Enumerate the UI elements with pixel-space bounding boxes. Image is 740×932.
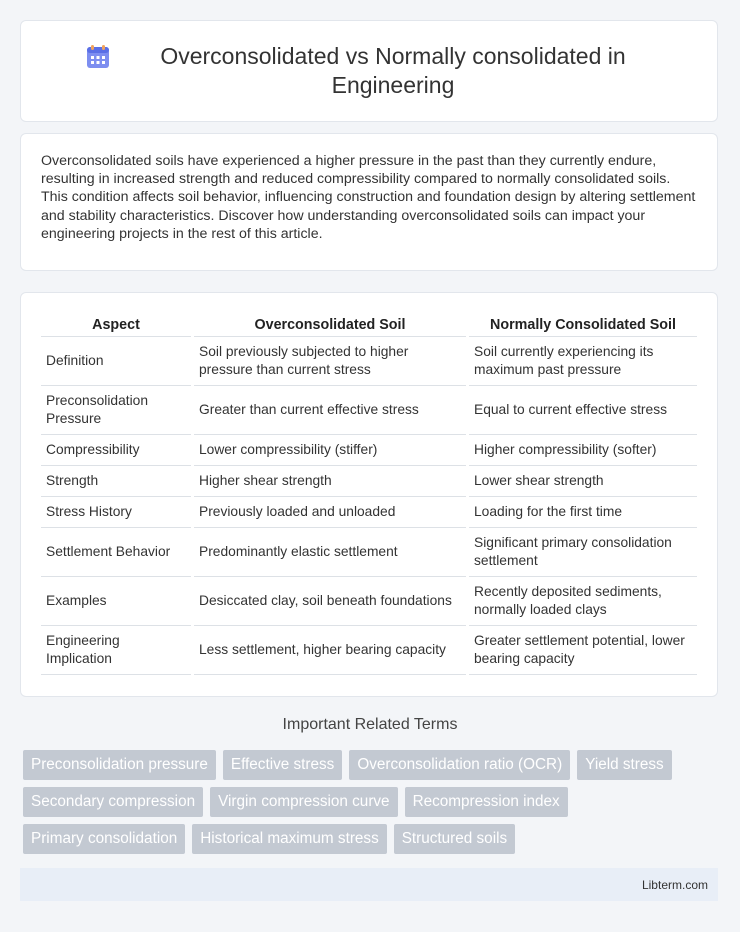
cell-normally-consolidated: Greater settlement potential, lower bearing capacity bbox=[469, 626, 697, 675]
cell-overconsolidated: Desiccated clay, soil beneath foundations bbox=[194, 577, 466, 626]
cell-aspect: Engineering Implication bbox=[41, 626, 191, 675]
cell-overconsolidated: Previously loaded and unloaded bbox=[194, 497, 466, 528]
cell-aspect: Compressibility bbox=[41, 435, 191, 466]
related-term-tag[interactable]: Preconsolidation pressure bbox=[23, 750, 216, 780]
header-card bbox=[20, 20, 718, 122]
related-term-tag[interactable]: Yield stress bbox=[577, 750, 672, 780]
comparison-table-card bbox=[20, 292, 718, 697]
related-term-tag[interactable]: Historical maximum stress bbox=[192, 824, 386, 854]
cell-overconsolidated: Greater than current effective stress bbox=[194, 386, 466, 435]
table-row bbox=[41, 435, 697, 466]
table-header-row bbox=[41, 313, 697, 337]
cell-normally-consolidated: Lower shear strength bbox=[469, 466, 697, 497]
table-row bbox=[41, 577, 697, 626]
related-term-tag[interactable]: Structured soils bbox=[394, 824, 515, 854]
cell-normally-consolidated: Recently deposited sediments, normally loaded clays bbox=[469, 577, 697, 626]
cell-aspect: Definition bbox=[41, 337, 191, 386]
header-overconsolidated: Overconsolidated Soil bbox=[194, 313, 466, 337]
related-term-tag[interactable]: Primary consolidation bbox=[23, 824, 185, 854]
table-row bbox=[41, 386, 697, 435]
related-terms-list bbox=[23, 750, 723, 861]
related-term-tag[interactable]: Virgin compression curve bbox=[210, 787, 397, 817]
cell-aspect: Stress History bbox=[41, 497, 191, 528]
related-term-tag[interactable]: Recompression index bbox=[405, 787, 568, 817]
page-title: Overconsolidated vs Normally consolidated in Engineering bbox=[160, 43, 626, 98]
cell-normally-consolidated: Higher compressibility (softer) bbox=[469, 435, 697, 466]
calendar-icon bbox=[85, 44, 111, 70]
header-aspect: Aspect bbox=[41, 313, 191, 337]
related-term-tag[interactable]: Secondary compression bbox=[23, 787, 203, 817]
cell-overconsolidated: Higher shear strength bbox=[194, 466, 466, 497]
related-term-tag[interactable]: Overconsolidation ratio (OCR) bbox=[349, 750, 570, 780]
cell-aspect: Settlement Behavior bbox=[41, 528, 191, 577]
table-row bbox=[41, 626, 697, 675]
cell-aspect: Strength bbox=[41, 466, 191, 497]
related-terms-title: Important Related Terms bbox=[282, 716, 458, 733]
intro-text: Overconsolidated soils have experienced a higher pressure in the past than they currently endure, resulting in increased strength and reduced compressibility compared to normally consolidated soils. This condition affects soil behavior, influencing construction and foundation design by altering settlement and stability characteristics. Discover how understanding overconsolidated soils can impact your engineering projects in the rest of this article. bbox=[41, 153, 696, 242]
intro-card bbox=[20, 133, 718, 271]
cell-overconsolidated: Less settlement, higher bearing capacity bbox=[194, 626, 466, 675]
table-row bbox=[41, 497, 697, 528]
cell-normally-consolidated: Significant primary consolidation settlement bbox=[469, 528, 697, 577]
footer-site-link[interactable]: Libterm.com bbox=[641, 877, 708, 892]
cell-overconsolidated: Predominantly elastic settlement bbox=[194, 528, 466, 577]
cell-overconsolidated: Lower compressibility (stiffer) bbox=[194, 435, 466, 466]
cell-normally-consolidated: Loading for the first time bbox=[469, 497, 697, 528]
table-row bbox=[41, 337, 697, 386]
cell-overconsolidated: Soil previously subjected to higher pressure than current stress bbox=[194, 337, 466, 386]
cell-normally-consolidated: Equal to current effective stress bbox=[469, 386, 697, 435]
related-term-tag[interactable]: Effective stress bbox=[223, 750, 342, 780]
cell-aspect: Preconsolidation Pressure bbox=[41, 386, 191, 435]
footer bbox=[20, 868, 718, 901]
cell-normally-consolidated: Soil currently experiencing its maximum past pressure bbox=[469, 337, 697, 386]
table-row bbox=[41, 528, 697, 577]
header-normally-consolidated: Normally Consolidated Soil bbox=[469, 313, 697, 337]
comparison-table bbox=[38, 313, 700, 675]
table-row bbox=[41, 466, 697, 497]
cell-aspect: Examples bbox=[41, 577, 191, 626]
